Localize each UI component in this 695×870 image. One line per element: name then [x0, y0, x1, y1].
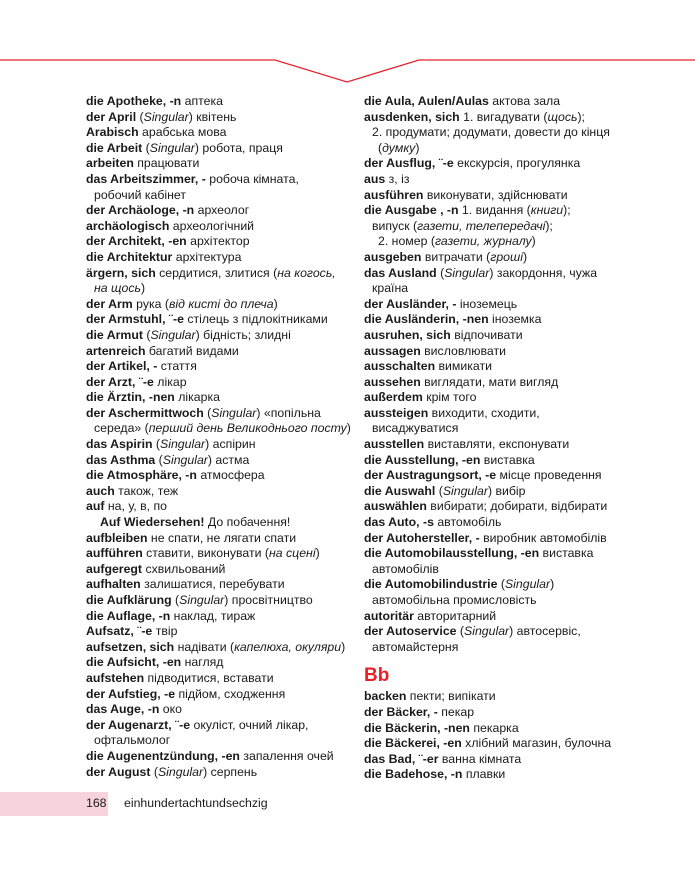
- dictionary-entry: das Bad, ¨-er ванна кімната: [364, 751, 522, 766]
- dictionary-entry: auswählen вибирати; добирати, відбирати: [364, 499, 608, 514]
- dictionary-entry: aufführen ставити, виконувати (на сцені): [86, 546, 320, 561]
- dictionary-entry: die Ausgabe , -n 1. видання (книги);: [364, 203, 571, 218]
- dictionary-entry-continuation: автомайстерня: [372, 639, 459, 654]
- page-number: 168: [86, 796, 107, 810]
- dictionary-entry: der Ausländer, - іноземець: [364, 296, 518, 311]
- dictionary-entry: aussagen висловлювати: [364, 343, 506, 358]
- dictionary-entry: der April (Singular) квітень: [86, 109, 237, 124]
- dictionary-entry: das Asthma (Singular) астма: [86, 452, 250, 467]
- dictionary-entry: aussehen виглядати, мати вигляд: [364, 374, 559, 389]
- dictionary-entry: die Ausstellung, -en виставка: [364, 452, 535, 467]
- dictionary-entry: backen пекти; випікати: [364, 689, 496, 704]
- dictionary-entry: die Automobilausstellung, -en виставка: [364, 546, 594, 561]
- dictionary-entry: ausdenken, sich 1. вигадувати (щось);: [364, 109, 585, 124]
- dictionary-entry: der August (Singular) серпень: [86, 764, 258, 779]
- dictionary-entry: die Badehose, -n плавки: [364, 767, 506, 782]
- dictionary-entry: das Arbeitszimmer, - робоча кімната,: [86, 171, 299, 186]
- dictionary-entry: arbeiten працювати: [86, 156, 200, 171]
- dictionary-entry-continuation: 2. продумати; додумати, довести до кінця: [372, 125, 610, 140]
- dictionary-entry: ausschalten вимикати: [364, 359, 492, 374]
- dictionary-entry: (думку): [378, 140, 420, 155]
- dictionary-entry: die Aufsicht, -en нагляд: [86, 655, 224, 670]
- dictionary-entry: der Arzt, ¨-e лікар: [86, 374, 187, 389]
- letter-heading: Bb: [364, 665, 390, 687]
- dictionary-entry: aufsetzen, sich надівати (капелюха, окуляри): [86, 639, 346, 654]
- dictionary-entry: der Autoservice (Singular) автосервіс,: [364, 624, 581, 639]
- dictionary-entry-continuation: офтальмолог: [94, 733, 171, 748]
- dictionary-entry: artenreich багатий видами: [86, 343, 239, 358]
- dictionary-entry: aufgeregt схвильований: [86, 561, 226, 576]
- dictionary-entry: das Aspirin (Singular) аспірин: [86, 437, 256, 452]
- dictionary-entry: die Atmosphäre, -n атмосфера: [86, 468, 265, 483]
- dictionary-entry: die Apotheke, -n аптека: [86, 94, 223, 108]
- dictionary-entry: ausgeben витрачати (гроші): [364, 249, 528, 264]
- dictionary-entry: autoritär авторитарний: [364, 608, 497, 623]
- dictionary-entry-continuation: висаджуватися: [372, 421, 459, 436]
- dictionary-entry: die Ärztin, -nen лікарка: [86, 390, 220, 405]
- dictionary-entry: die Bäckerin, -nen пекарка: [364, 720, 519, 735]
- dictionary-entry-continuation: країна: [372, 281, 409, 296]
- dictionary-entry: archäologisch археологічний: [86, 218, 255, 233]
- dictionary-entry-continuation: на щось): [94, 281, 146, 296]
- dictionary-entry: aufbleiben не спати, не лягати спати: [86, 530, 297, 545]
- dictionary-entry: die Aufklärung (Singular) просвітництво: [86, 593, 313, 607]
- dictionary-entry: der Arm рука (від кисті до плеча): [86, 296, 278, 311]
- dictionary-entry: aufhalten залишатися, перебувати: [86, 577, 285, 592]
- dictionary-entry: Arabisch арабська мова: [86, 125, 227, 140]
- dictionary-entry: aufstehen підводитися, вставати: [86, 670, 274, 685]
- dictionary-entry: die Architektur архітектура: [86, 249, 242, 264]
- dictionary-entry-continuation: випуск (газети, телепередачі);: [372, 218, 553, 233]
- dictionary-entry: das Auto, -s автомобіль: [364, 515, 502, 530]
- dictionary-entry: der Aufstieg, -e підйом, сходження: [86, 686, 286, 701]
- dictionary-entry: auch також, теж: [86, 483, 179, 498]
- dictionary-entry: ausstellen виставляти, експонувати: [364, 437, 570, 452]
- dictionary-entry: das Auge, -n око: [86, 702, 182, 717]
- dictionary-entry: die Bäckerei, -en хлібний магазин, булочна: [364, 736, 612, 751]
- page-number-word: einhundertachtundsechzig: [124, 796, 268, 810]
- dictionary-entry: die Aula, Aulen/Aulas актова зала: [364, 94, 561, 108]
- dictionary-entry: Auf Wiedersehen! До побачення!: [100, 515, 291, 530]
- dictionary-entry: die Auflage, -n наклад, тираж: [86, 608, 256, 623]
- dictionary-entry: der Ausflug, ¨-e екскурсія, прогулянка: [364, 156, 581, 171]
- dictionary-entry: der Autohersteller, - виробник автомобілів: [364, 530, 607, 545]
- left-column: [86, 94, 351, 780]
- dictionary-entry: Aufsatz, ¨-e твір: [86, 624, 178, 639]
- dictionary-entry: aus з, із: [364, 171, 410, 186]
- dictionary-entry: der Augenarzt, ¨-e окуліст, очний лікар,: [86, 717, 309, 732]
- dictionary-entry: auf на, у, в, по: [86, 499, 167, 514]
- dictionary-entry: die Augenentzündung, -en запалення очей: [86, 748, 334, 763]
- dictionary-entry: der Armstuhl, ¨-e стілець з підлокітниками: [86, 312, 328, 327]
- dictionary-entry-continuation: автомобілів: [372, 561, 439, 576]
- dictionary-entry: der Austragungsort, -e місце проведення: [364, 468, 602, 483]
- dictionary-entry: der Aschermittwoch (Singular) «попільна: [86, 405, 321, 420]
- dictionary-entry-continuation: середа» (перший день Великоднього посту): [94, 421, 351, 436]
- dictionary-entry: außerdem крім того: [364, 390, 477, 405]
- dictionary-entry-continuation: автомобільна промисловість: [372, 593, 537, 607]
- dictionary-entry: die Armut (Singular) бідність; злидні: [86, 327, 291, 342]
- right-column: [364, 94, 664, 783]
- dictionary-entry: ausruhen, sich відпочивати: [364, 327, 523, 342]
- dictionary-entry: der Archäologe, -n археолог: [86, 203, 250, 218]
- dictionary-entry: die Ausländerin, -nen іноземка: [364, 312, 542, 327]
- dictionary-entry: der Bäcker, - пекар: [364, 704, 475, 719]
- dictionary-entry: die Arbeit (Singular) робота, праця: [86, 140, 283, 155]
- dictionary-entry: das Ausland (Singular) закордоння, чужа: [364, 265, 598, 280]
- dictionary-entry: der Artikel, - стаття: [86, 359, 197, 374]
- dictionary-entry: die Automobilindustrie (Singular): [364, 577, 555, 592]
- page-header-line: [0, 0, 695, 90]
- dictionary-entry: aussteigen виходити, сходити,: [364, 405, 540, 420]
- dictionary-entry: ärgern, sich сердитися, злитися (на когось,: [86, 265, 336, 280]
- dictionary-entry: die Auswahl (Singular) вибір: [364, 483, 526, 498]
- dictionary-entry: 2. номер (газети, журналу): [378, 234, 536, 249]
- dictionary-entry-continuation: робочий кабінет: [94, 187, 186, 202]
- dictionary-entry: der Architekt, -en архітектор: [86, 234, 250, 249]
- dictionary-entry: ausführen виконувати, здійснювати: [364, 187, 568, 202]
